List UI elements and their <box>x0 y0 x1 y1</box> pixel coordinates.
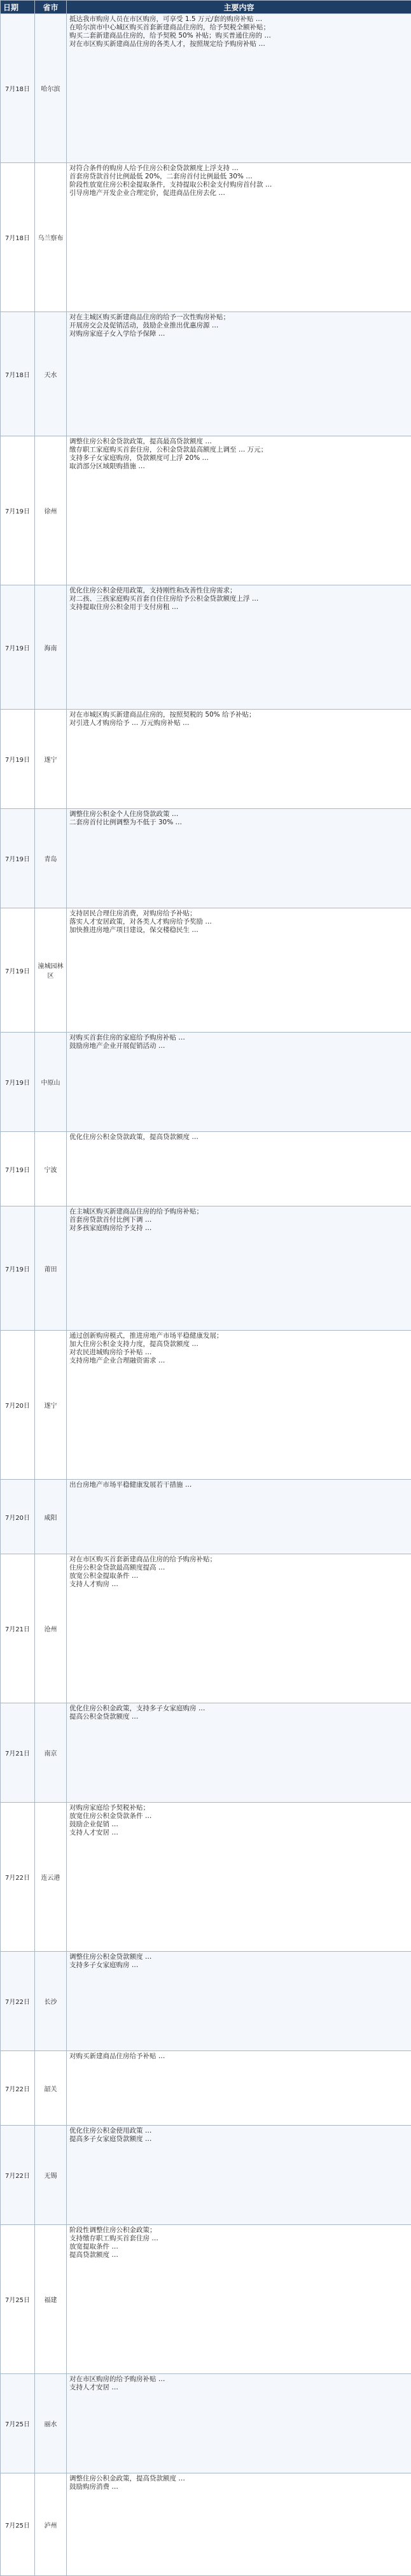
row-date: 7月19日 <box>1 809 35 908</box>
row-content <box>67 1703 411 1803</box>
table-row <box>1 1033 411 1132</box>
content-line: 在主城区购买新建商品住房的给予购房补贴； <box>69 1208 203 1215</box>
content-line: 抵达我市购房人员在市区购房，可享受 1.5 万元/套的购房补贴 … <box>69 15 263 23</box>
table-row <box>1 1952 411 2051</box>
content-line: 对购买首套住房的家庭给予购房补贴 … <box>69 1034 185 1041</box>
content-line: 取消部分区域限购措施 … <box>69 462 145 470</box>
row-date: 7月20日 <box>1 1331 35 1480</box>
row-content <box>67 1952 411 2051</box>
row-city: 连云港 <box>35 1803 67 1952</box>
content-line: 鼓励购房消费 … <box>69 2483 118 2491</box>
content-line: 对引进人才购房给予 … 万元购房补贴 … <box>69 719 190 727</box>
content-line: 阶段性放宽住房公积金提取条件，支持提取公积金支付购房首付款 … <box>69 181 272 189</box>
table-row <box>1 585 411 710</box>
content-line: 优化住房公积金政策，支持多子女家庭购房 … <box>69 1705 206 1712</box>
row-date: 7月22日 <box>1 1952 35 2051</box>
content-line: 对多孩家庭购房给予支持 … <box>69 1224 152 1232</box>
content-line: 鼓励企业促销 … <box>69 1821 118 1828</box>
content-line: 支持房地产企业合理融资需求 … <box>69 1357 165 1364</box>
row-date: 7月22日 <box>1 2051 35 2126</box>
content-line: 调整住房公积金政策，提高贷款额度 … <box>69 2475 185 2482</box>
content-line: 支持提取住房公积金用于支付房租 … <box>69 603 179 611</box>
table-row <box>1 163 411 312</box>
row-content <box>67 1331 411 1480</box>
row-date: 7月19日 <box>1 1206 35 1331</box>
header-content: 主要内容 <box>67 1 411 14</box>
content-line: 对在主城区购买新建商品住房的给予一次性购房补贴； <box>69 313 230 321</box>
content-line: 支持居民合理住房消费，对购房给予补贴； <box>69 910 197 917</box>
table-row <box>1 710 411 809</box>
row-city: 徐州 <box>35 436 67 585</box>
content-line: 住房公积金贷款最高额度提高 … <box>69 1564 165 1571</box>
table-row <box>1 14 411 163</box>
table-row <box>1 2473 411 2576</box>
content-line: 鼓励房地产企业开展促销活动 … <box>69 1042 165 1050</box>
row-city: 青岛 <box>35 809 67 908</box>
content-line: 加快推进房地产项目建设，保交楼稳民生 … <box>69 926 199 934</box>
content-line: 落实人才安居政策，对各类人才购房给予奖励 … <box>69 918 212 926</box>
row-city: 遂宁 <box>35 1331 67 1480</box>
row-content <box>67 809 411 908</box>
row-content <box>67 1803 411 1952</box>
table-row <box>1 1703 411 1803</box>
row-date: 7月19日 <box>1 908 35 1033</box>
table-row <box>1 908 411 1033</box>
row-date: 7月19日 <box>1 1033 35 1132</box>
row-date: 7月19日 <box>1 585 35 710</box>
content-line: 二套房首付比例调整为不低于 30% … <box>69 819 183 826</box>
content-line: 出台房地产市场平稳健康发展若干措施 … <box>69 1481 192 1489</box>
row-date: 7月19日 <box>1 436 35 585</box>
row-content <box>67 2473 411 2576</box>
table-row <box>1 2374 411 2473</box>
row-content <box>67 585 411 710</box>
content-line: 对二孩、三孩家庭购买首套自住住房给予公积金贷款额度上浮 … <box>69 595 259 603</box>
row-content <box>67 710 411 809</box>
content-line: 提高公积金贷款额度 … <box>69 1713 139 1721</box>
content-line: 优化住房公积金贷款政策，提高贷款额度 … <box>69 1133 199 1141</box>
row-date: 7月22日 <box>1 2126 35 2225</box>
row-city: 宁波 <box>35 1132 67 1206</box>
row-content <box>67 1206 411 1331</box>
row-city: 丽水 <box>35 2374 67 2473</box>
row-date: 7月25日 <box>1 2374 35 2473</box>
content-line: 支持多子女家庭购房 … <box>69 1961 139 1969</box>
row-content <box>67 1033 411 1132</box>
table-row <box>1 1803 411 1952</box>
header-city: 省市 <box>35 1 67 14</box>
content-line: 通过创新购房模式，推进房地产市场平稳健康发展； <box>69 1332 223 1340</box>
row-content <box>67 14 411 163</box>
content-line: 放宽住房公积金贷款条件 … <box>69 1812 152 1820</box>
content-line: 优化住房公积金使用政策 … <box>69 2127 152 2135</box>
table-row <box>1 1554 411 1703</box>
table-row <box>1 1206 411 1331</box>
content-line: 引导房地产开发企业合理定价，促进商品住房去化 … <box>69 189 225 197</box>
table-row <box>1 1480 411 1554</box>
row-city: 韶关 <box>35 2051 67 2126</box>
content-line: 提高贷款额度 … <box>69 2251 118 2259</box>
row-city: 长沙 <box>35 1952 67 2051</box>
row-content <box>67 436 411 585</box>
table-row <box>1 2126 411 2225</box>
content-line: 对农民进城购房给予补贴 … <box>69 1349 152 1356</box>
row-date: 7月25日 <box>1 2225 35 2374</box>
table-row <box>1 1331 411 1480</box>
row-city: 天水 <box>35 312 67 436</box>
content-line: 阶段性调整住房公积金政策； <box>69 2226 157 2234</box>
content-line: 优化住房公积金使用政策，支持刚性和改善性住房需求； <box>69 587 237 594</box>
table-row <box>1 2051 411 2126</box>
table-row <box>1 2225 411 2374</box>
content-line: 支持人才安居 … <box>69 2384 118 2391</box>
content-line: 对在市区购买首套新建商品住房的给予购房补贴； <box>69 1556 216 1563</box>
content-line: 放宽公积金提取条件 … <box>69 1572 139 1580</box>
row-content <box>67 1132 411 1206</box>
content-line: 支持人才购房 … <box>69 1580 118 1588</box>
row-city: 沧州 <box>35 1554 67 1703</box>
row-content <box>67 1554 411 1703</box>
header-date: 日期 <box>1 1 35 14</box>
row-date: 7月25日 <box>1 2473 35 2576</box>
row-content <box>67 908 411 1033</box>
row-city: 莆田 <box>35 1206 67 1331</box>
content-line: 首套房贷款首付比例最低 20%，二套房首付比例最低 30% … <box>69 173 253 180</box>
row-city: 福建 <box>35 2225 67 2374</box>
content-line: 支持多子女家庭购房，贷款额度可上浮 20% … <box>69 454 209 462</box>
content-line: 购买二套新建商品住房的，给予契税 50% 补贴；购买普通住房的 … <box>69 32 271 39</box>
content-line: 调整住房公积金个人住房贷款政策 … <box>69 810 179 818</box>
row-city: 潼城园林区 <box>35 908 67 1033</box>
row-content <box>67 163 411 312</box>
row-content <box>67 2225 411 2374</box>
table-row <box>1 1132 411 1206</box>
content-line: 在哈尔滨市中心城区购买首套新建商品住房的，给予契税全额补贴； <box>69 24 270 31</box>
row-city: 泸州 <box>35 2473 67 2576</box>
row-date: 7月21日 <box>1 1703 35 1803</box>
content-line: 加大住房公积金支持力度，提高贷款额度 … <box>69 1340 199 1348</box>
content-line: 对符合条件的购房人给予住房公积金贷款额度上浮支持 … <box>69 164 239 172</box>
row-city: 海南 <box>35 585 67 710</box>
content-line: 对购买新建商品住房给予补贴 … <box>69 2052 165 2060</box>
row-date: 7月21日 <box>1 1554 35 1703</box>
table-row <box>1 312 411 436</box>
row-content <box>67 1480 411 1554</box>
table-row <box>1 436 411 585</box>
row-city: 遂宁 <box>35 710 67 809</box>
row-city: 咸阳 <box>35 1480 67 1554</box>
row-city: 无锡 <box>35 2126 67 2225</box>
content-line: 首套房贷款首付比例下调 … <box>69 1216 152 1224</box>
content-line: 调整住房公积金贷款额度 … <box>69 1953 152 1961</box>
content-line: 提高多子女家庭贷款额度 … <box>69 2135 152 2143</box>
table-row <box>1 809 411 908</box>
table-header-row <box>1 1 411 14</box>
content-line: 支持人才安居 … <box>69 1829 118 1836</box>
row-city: 哈尔滨 <box>35 14 67 163</box>
row-content <box>67 312 411 436</box>
content-line: 放宽提取条件 … <box>69 2243 118 2250</box>
row-content <box>67 2051 411 2126</box>
row-date: 7月18日 <box>1 14 35 163</box>
content-line: 支持缴存职工购买首套住房 … <box>69 2235 158 2242</box>
content-line: 对购房家庭子女入学给予保障 … <box>69 330 165 338</box>
row-date: 7月19日 <box>1 1132 35 1206</box>
row-date: 7月19日 <box>1 710 35 809</box>
row-date: 7月18日 <box>1 163 35 312</box>
content-line: 对在市区购房的给予购房补贴 … <box>69 2375 165 2383</box>
row-date: 7月20日 <box>1 1480 35 1554</box>
content-line: 对在市城区购买新建商品住房的，按照契税的 50% 给予补贴； <box>69 711 256 719</box>
row-content <box>67 2374 411 2473</box>
content-line: 对在市区购买新建商品住房的各类人才，按照规定给予购房补贴 … <box>69 40 265 48</box>
content-line: 缴存职工家庭购买首套住房，公积金贷款最高额度上调至 … 万元； <box>69 446 268 454</box>
content-line: 调整住房公积金贷款政策，提高最高贷款额度 … <box>69 438 212 445</box>
content-line: 对购房家庭给予契税补贴； <box>69 1804 150 1812</box>
table-body <box>1 14 411 2576</box>
row-content <box>67 2126 411 2225</box>
row-date: 7月18日 <box>1 312 35 436</box>
content-line: 开展房交会及促销活动，鼓励企业推出优惠房源 … <box>69 322 219 329</box>
row-city: 乌兰察布 <box>35 163 67 312</box>
row-date: 7月22日 <box>1 1803 35 1952</box>
row-city: 南京 <box>35 1703 67 1803</box>
row-city: 中原山 <box>35 1033 67 1132</box>
